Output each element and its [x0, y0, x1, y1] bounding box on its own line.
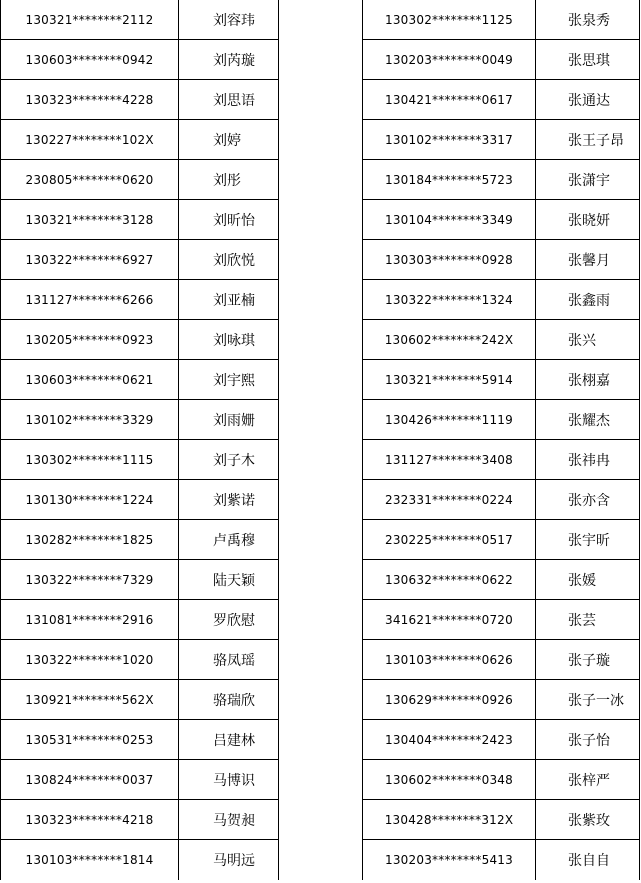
table-row: [0, 640, 279, 680]
name-cell: [179, 240, 279, 279]
person-name: 张栩嘉: [568, 372, 610, 389]
person-name: 张思琪: [568, 52, 610, 69]
table-row: [0, 440, 279, 480]
id-number: 130103********1814: [25, 853, 154, 867]
name-cell: [179, 600, 279, 639]
table-row: [362, 800, 640, 840]
table-row: [0, 840, 279, 880]
table-row: [362, 480, 640, 520]
id-number: 130102********3317: [385, 132, 513, 147]
table-row: [0, 520, 279, 560]
id-number: 341621********0720: [385, 612, 513, 627]
id-number: 230805********0620: [25, 172, 154, 187]
person-name: 刘宇熙: [213, 372, 255, 389]
person-name: 张亦含: [568, 492, 610, 509]
id-number: 130421********0617: [385, 92, 513, 107]
name-cell: [536, 320, 640, 359]
table-row: [362, 520, 640, 560]
table-row: [0, 240, 279, 280]
id-number: 130632********0622: [385, 572, 513, 587]
person-name: 张宇昕: [568, 532, 610, 549]
table-row: [362, 760, 640, 800]
name-cell: [179, 320, 279, 359]
id-number: 130322********7329: [25, 572, 154, 587]
name-cell: [536, 840, 640, 880]
name-cell: [179, 480, 279, 519]
id-number: 130323********4228: [25, 92, 154, 107]
id-number-cell: [0, 760, 179, 799]
table-row: [0, 760, 279, 800]
name-cell: [179, 840, 279, 880]
person-name: 张晓妍: [568, 212, 610, 229]
person-name: 张通达: [568, 92, 610, 109]
id-number-cell: [362, 40, 536, 79]
table-row: [362, 720, 640, 760]
table-row: [0, 160, 279, 200]
name-cell: [179, 760, 279, 799]
table-row: [0, 80, 279, 120]
id-number-cell: [0, 560, 179, 599]
table-row: [362, 320, 640, 360]
id-number: 130322********1324: [385, 292, 513, 307]
id-number-cell: [362, 800, 536, 839]
name-cell: [536, 720, 640, 759]
name-cell: [536, 160, 640, 199]
id-number-cell: [0, 280, 179, 319]
id-number-cell: [0, 840, 179, 880]
person-name: 马明远: [213, 853, 255, 869]
person-name: 刘容玮: [213, 12, 255, 29]
table-row: [0, 480, 279, 520]
table-row: [0, 720, 279, 760]
person-name: 张耀杰: [568, 412, 610, 429]
id-number: 131081********2916: [25, 612, 154, 627]
table-row: [362, 200, 640, 240]
table-row: [362, 120, 640, 160]
name-cell: [536, 0, 640, 39]
id-number-cell: [362, 520, 536, 559]
table-row: [362, 640, 640, 680]
name-cell: [179, 0, 279, 39]
person-name: 刘昕怡: [213, 212, 255, 229]
name-cell: [536, 120, 640, 159]
table-row: [0, 680, 279, 720]
id-number: 130205********0923: [25, 332, 154, 347]
name-cell: [536, 560, 640, 599]
id-number-cell: [0, 0, 179, 39]
table-row: [362, 0, 640, 40]
name-cell: [179, 120, 279, 159]
id-number-cell: [0, 360, 179, 399]
name-cell: [536, 400, 640, 439]
name-cell: [179, 560, 279, 599]
person-name: 张子璇: [568, 652, 610, 669]
id-number: 130104********3349: [385, 212, 513, 227]
id-number-cell: [362, 0, 536, 39]
id-number-cell: [362, 440, 536, 479]
id-number: 130426********1119: [385, 412, 513, 427]
table-row: [362, 360, 640, 400]
table-row: [362, 40, 640, 80]
name-cell: [179, 40, 279, 79]
id-number-cell: [0, 400, 179, 439]
person-name: 骆凤瑶: [213, 652, 255, 669]
person-name: 张鑫雨: [568, 292, 610, 309]
id-number-cell: [0, 120, 179, 159]
id-number-cell: [0, 440, 179, 479]
name-cell: [536, 640, 640, 679]
person-name: 刘亚楠: [213, 292, 255, 309]
table-row: [0, 400, 279, 440]
person-name: 张潇宇: [568, 172, 610, 189]
name-cell: [536, 360, 640, 399]
name-cell: [536, 480, 640, 519]
person-name: 张祎冉: [568, 452, 610, 469]
id-number-cell: [0, 200, 179, 239]
id-number: 131127********3408: [385, 452, 513, 467]
name-cell: [536, 760, 640, 799]
name-cell: [536, 440, 640, 479]
person-name: 刘雨姗: [213, 412, 255, 429]
id-number-cell: [0, 520, 179, 559]
id-number: 130602********242X: [384, 332, 514, 347]
table-row: [0, 280, 279, 320]
id-number: 232331********0224: [385, 492, 513, 507]
name-cell: [179, 400, 279, 439]
right-roster-table: [362, 0, 640, 880]
id-number: 130321********3128: [25, 212, 154, 227]
name-cell: [536, 40, 640, 79]
id-number: 130282********1825: [25, 532, 154, 547]
person-name: 张王子昂: [568, 132, 624, 149]
table-row: [362, 680, 640, 720]
person-name: 刘咏琪: [213, 332, 255, 349]
id-number: 130531********0253: [25, 732, 154, 747]
person-name: 张子一冰: [568, 692, 624, 709]
id-number-cell: [362, 760, 536, 799]
name-cell: [179, 160, 279, 199]
person-name: 刘芮璇: [213, 52, 255, 69]
id-number-cell: [0, 40, 179, 79]
id-number: 130103********0626: [385, 652, 513, 667]
person-name: 刘紫诺: [213, 492, 255, 509]
id-number: 130321********2112: [25, 12, 154, 27]
id-number-cell: [0, 320, 179, 359]
id-number: 130322********6927: [25, 252, 154, 267]
id-number-cell: [0, 640, 179, 679]
name-cell: [179, 360, 279, 399]
person-name: 吕建林: [213, 732, 255, 749]
id-number: 131127********6266: [25, 292, 154, 307]
id-number: 130404********2423: [385, 732, 513, 747]
name-cell: [536, 280, 640, 319]
id-number: 130629********0926: [385, 692, 513, 707]
table-row: [0, 120, 279, 160]
id-number: 130323********4218: [25, 812, 154, 827]
id-number-cell: [0, 720, 179, 759]
id-number-cell: [362, 600, 536, 639]
id-number-cell: [0, 800, 179, 839]
id-number-cell: [362, 400, 536, 439]
person-name: 张馨月: [568, 252, 610, 269]
table-row: [362, 80, 640, 120]
table-row: [0, 600, 279, 640]
person-name: 骆瑞欣: [213, 692, 255, 709]
id-number: 130824********0037: [25, 772, 154, 787]
table-row: [362, 400, 640, 440]
table-row: [0, 40, 279, 80]
table-row: [362, 240, 640, 280]
id-number: 130302********1125: [385, 12, 513, 27]
id-number: 130184********5723: [385, 172, 513, 187]
id-number-cell: [362, 280, 536, 319]
id-number-cell: [362, 80, 536, 119]
id-number-cell: [0, 680, 179, 719]
table-row: [362, 280, 640, 320]
person-name: 张泉秀: [568, 12, 610, 29]
table-row: [362, 840, 640, 880]
name-cell: [179, 520, 279, 559]
id-number: 130203********5413: [385, 853, 513, 867]
id-number: 130102********3329: [25, 412, 154, 427]
name-cell: [179, 440, 279, 479]
table-row: [0, 200, 279, 240]
id-number-cell: [0, 160, 179, 199]
id-number-cell: [362, 320, 536, 359]
id-number-cell: [0, 480, 179, 519]
name-cell: [536, 200, 640, 239]
name-cell: [179, 80, 279, 119]
person-name: 刘彤: [213, 172, 241, 189]
name-cell: [536, 240, 640, 279]
id-number-cell: [362, 160, 536, 199]
id-number-cell: [362, 480, 536, 519]
name-cell: [179, 640, 279, 679]
person-name: 刘欣悦: [213, 252, 255, 269]
name-cell: [179, 280, 279, 319]
table-row: [0, 320, 279, 360]
id-number-cell: [362, 200, 536, 239]
person-name: 刘子木: [213, 452, 255, 469]
name-cell: [536, 520, 640, 559]
id-number-cell: [0, 600, 179, 639]
id-number-cell: [362, 840, 536, 880]
name-cell: [179, 720, 279, 759]
id-number: 130302********1115: [25, 452, 154, 467]
person-name: 罗欣慰: [213, 612, 255, 629]
name-cell: [179, 200, 279, 239]
id-number-cell: [0, 240, 179, 279]
id-number-cell: [0, 80, 179, 119]
person-name: 陆天颖: [213, 572, 255, 589]
name-cell: [536, 800, 640, 839]
person-name: 张梓严: [568, 772, 610, 789]
table-row: [362, 160, 640, 200]
person-name: 张兴: [568, 332, 596, 349]
person-name: 张子怡: [568, 732, 610, 749]
id-number-cell: [362, 240, 536, 279]
id-number: 130603********0621: [25, 372, 154, 387]
person-name: 张紫玫: [568, 812, 610, 829]
name-cell: [536, 80, 640, 119]
id-number-cell: [362, 680, 536, 719]
id-number: 130130********1224: [25, 492, 154, 507]
person-name: 马博识: [213, 772, 255, 789]
person-name: 张芸: [568, 612, 596, 629]
left-roster-table: [0, 0, 279, 880]
id-number: 130921********562X: [25, 692, 154, 707]
id-number: 130303********0928: [385, 252, 513, 267]
id-number-cell: [362, 360, 536, 399]
id-number-cell: [362, 560, 536, 599]
id-number: 130428********312X: [384, 812, 514, 827]
person-name: 刘婷: [213, 132, 241, 149]
id-number-cell: [362, 120, 536, 159]
id-number: 130321********5914: [385, 372, 513, 387]
person-name: 卢禹穆: [213, 532, 255, 549]
id-number: 130603********0942: [25, 52, 154, 67]
id-number: 130322********1020: [25, 652, 154, 667]
id-number: 130203********0049: [385, 52, 513, 67]
name-cell: [536, 600, 640, 639]
table-row: [0, 0, 279, 40]
id-number-cell: [362, 720, 536, 759]
name-cell: [179, 800, 279, 839]
table-row: [0, 360, 279, 400]
id-number: 130602********0348: [385, 772, 513, 787]
id-number-cell: [362, 640, 536, 679]
person-name: 张媛: [568, 572, 596, 589]
name-cell: [536, 680, 640, 719]
id-number: 130227********102X: [25, 132, 154, 147]
table-row: [362, 560, 640, 600]
table-row: [362, 600, 640, 640]
table-row: [0, 560, 279, 600]
table-row: [0, 800, 279, 840]
person-name: 刘思语: [213, 92, 255, 109]
person-name: 马贺昶: [213, 812, 255, 829]
id-number: 230225********0517: [385, 532, 513, 547]
table-row: [362, 440, 640, 480]
name-cell: [179, 680, 279, 719]
person-name: 张自自: [568, 853, 610, 869]
